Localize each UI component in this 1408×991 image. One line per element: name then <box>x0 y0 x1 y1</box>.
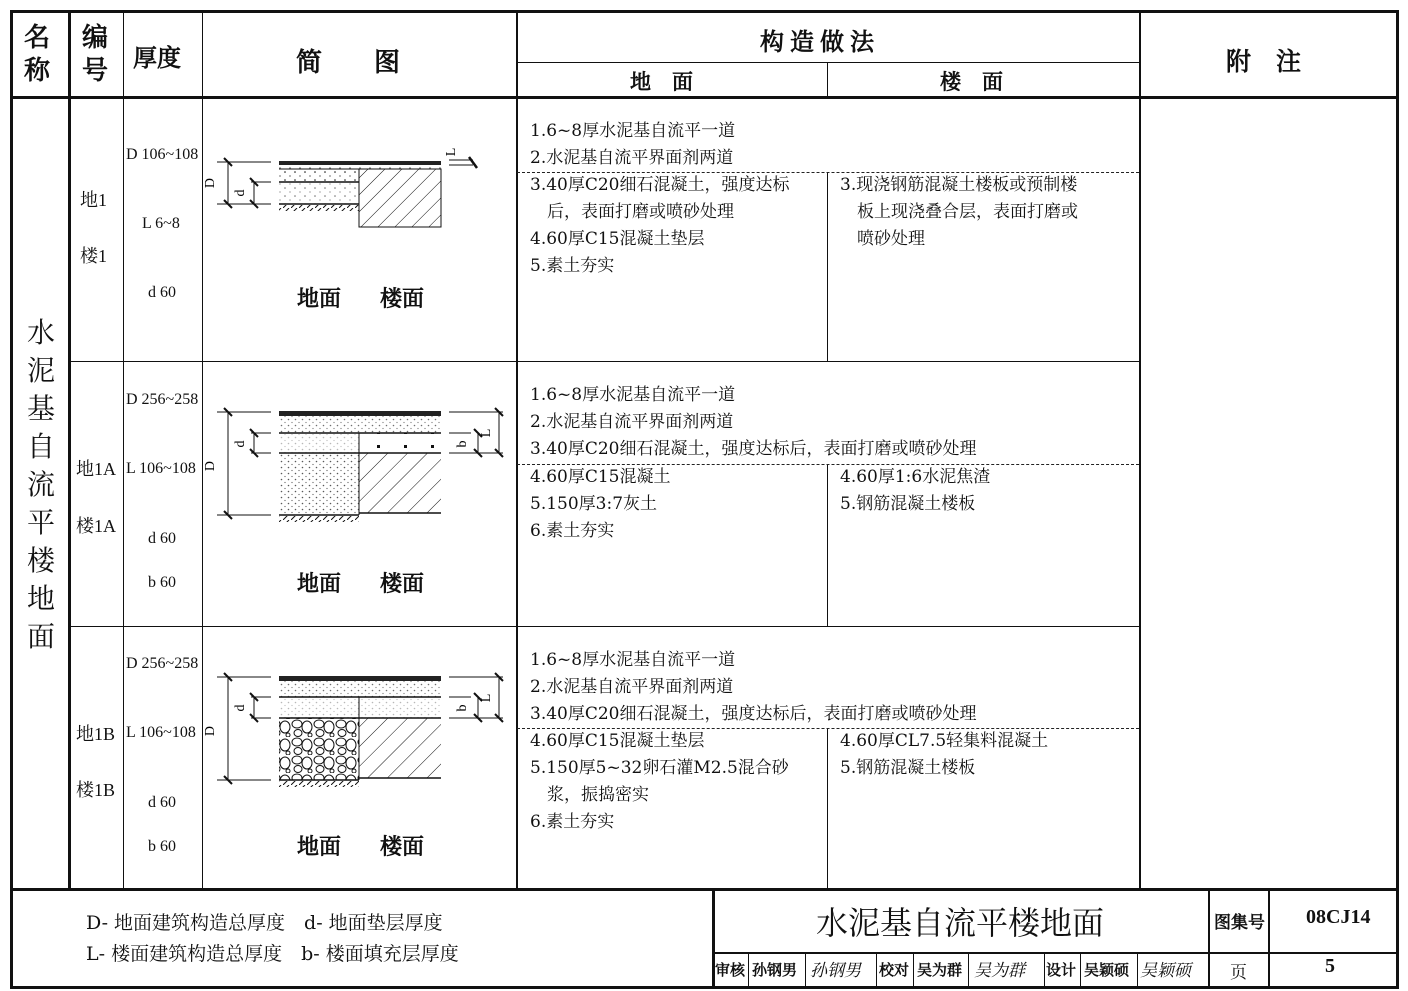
page-label: 页 <box>1230 963 1247 983</box>
thickness-d: d 60 <box>148 284 176 301</box>
floor-steps: 3.现浇钢筋混凝土楼板或预制楼 板上现浇叠合层，表面打磨或 喷砂处理 <box>840 175 1078 249</box>
svg-text:L: L <box>479 428 494 438</box>
diagram-caption-floor: 楼面 <box>380 572 425 597</box>
checker-name: 吴为群 <box>917 961 963 979</box>
legend-line-2: L- 楼面建筑构造总厚度 b- 楼面填充层厚度 <box>86 943 459 965</box>
reviewer-name: 孙钢男 <box>752 961 798 979</box>
thickness-D: D 106~108 <box>126 146 199 163</box>
designer-name: 吴颖硕 <box>1084 961 1130 979</box>
check-label: 校对 <box>879 961 910 979</box>
legend-line-1: D- 地面建筑构造总厚度 d- 地面垫层厚度 <box>86 912 443 934</box>
ground-steps: 4.60厚C15混凝土垫层 5.150厚5~32卵石灌M2.5混合砂 浆，振捣密实 6.素土夯实 <box>530 731 789 832</box>
header-name: 名称 <box>24 23 51 86</box>
ground-steps: 3.40厚C20细石混凝土，强度达标 后，表面打磨或喷砂处理 4.60厚C15混凝土垫层 5.素土夯实 <box>530 175 790 276</box>
section-diagram <box>203 665 516 795</box>
svg-text:b: b <box>455 704 470 712</box>
atlas-label: 图集号 <box>1214 913 1265 933</box>
shared-steps: 1.6~8厚水泥基自流平一道 2.水泥基自流平界面剂两道 3.40厚C20细石混凝土，强度达标后，表面打磨或喷砂处理 <box>530 385 977 459</box>
row-code-floor: 楼1 <box>80 246 107 266</box>
atlas-value: 08CJ14 <box>1306 906 1371 928</box>
header-thickness: 厚度 <box>133 44 181 72</box>
floor-steps: 4.60厚1:6水泥焦渣 5.钢筋混凝土楼板 <box>840 467 991 514</box>
thickness-L: L 106~108 <box>126 460 196 477</box>
svg-text:L: L <box>479 693 494 703</box>
design-label: 设计 <box>1046 961 1077 979</box>
page-value: 5 <box>1325 955 1335 977</box>
designer-signature: 吴颖硕 <box>1140 961 1191 981</box>
drawing-title: 水泥基自流平楼地面 <box>816 904 1105 942</box>
svg-text:D: D <box>203 725 218 737</box>
svg-text:d: d <box>233 440 248 448</box>
section-diagram <box>203 400 516 530</box>
ground-steps: 4.60厚C15混凝土 5.150厚3:7灰土 6.素土夯实 <box>530 467 671 541</box>
svg-text:L: L <box>444 147 459 157</box>
checker-signature: 吴为群 <box>974 961 1025 981</box>
svg-text:d: d <box>233 189 248 197</box>
header-diagram: 简 图 <box>296 48 401 78</box>
category-title: 水泥基自流平楼地面 <box>26 316 55 653</box>
svg-text:D: D <box>203 177 218 189</box>
svg-text:D: D <box>203 460 218 472</box>
header-construction: 构造做法 <box>760 28 880 56</box>
header-floor: 楼 面 <box>940 70 1003 94</box>
header-ground: 地 面 <box>630 70 693 94</box>
thickness-L: L 6~8 <box>142 215 180 232</box>
diagram-caption-floor: 楼面 <box>380 835 425 860</box>
svg-text:d: d <box>233 704 248 712</box>
row-code-ground: 地1 <box>80 190 107 210</box>
review-label: 审核 <box>715 961 746 979</box>
diagram-caption-ground: 地面 <box>297 287 342 312</box>
shared-steps: 1.6~8厚水泥基自流平一道 2.水泥基自流平界面剂两道 3.40厚C20细石混凝土，强度达标后，表面打磨或喷砂处理 <box>530 650 977 724</box>
thickness-d: d 60 <box>148 530 176 547</box>
header-notes: 附 注 <box>1226 47 1302 76</box>
thickness-L: L 106~108 <box>126 724 196 741</box>
thickness-d: d 60 <box>148 794 176 811</box>
diagram-caption-ground: 地面 <box>297 835 342 860</box>
svg-text:b: b <box>455 440 470 448</box>
row-code-floor: 楼1A <box>76 516 116 536</box>
diagram-caption-floor: 楼面 <box>380 287 425 312</box>
thickness-b: b 60 <box>148 574 176 591</box>
floor-steps: 4.60厚CL7.5轻集料混凝土 5.钢筋混凝土楼板 <box>840 731 1049 778</box>
row-code-ground: 地1A <box>76 459 116 479</box>
row-code-ground: 地1B <box>76 724 116 744</box>
diagram-caption-ground: 地面 <box>297 572 342 597</box>
header-number: 编号 <box>82 23 109 86</box>
thickness-b: b 60 <box>148 838 176 855</box>
shared-steps: 1.6~8厚水泥基自流平一道 2.水泥基自流平界面剂两道 <box>530 121 736 168</box>
reviewer-signature: 孙钢男 <box>810 961 861 981</box>
section-diagram <box>203 130 516 230</box>
thickness-D: D 256~258 <box>126 655 199 672</box>
thickness-D: D 256~258 <box>126 391 199 408</box>
row-code-floor: 楼1B <box>76 780 116 800</box>
